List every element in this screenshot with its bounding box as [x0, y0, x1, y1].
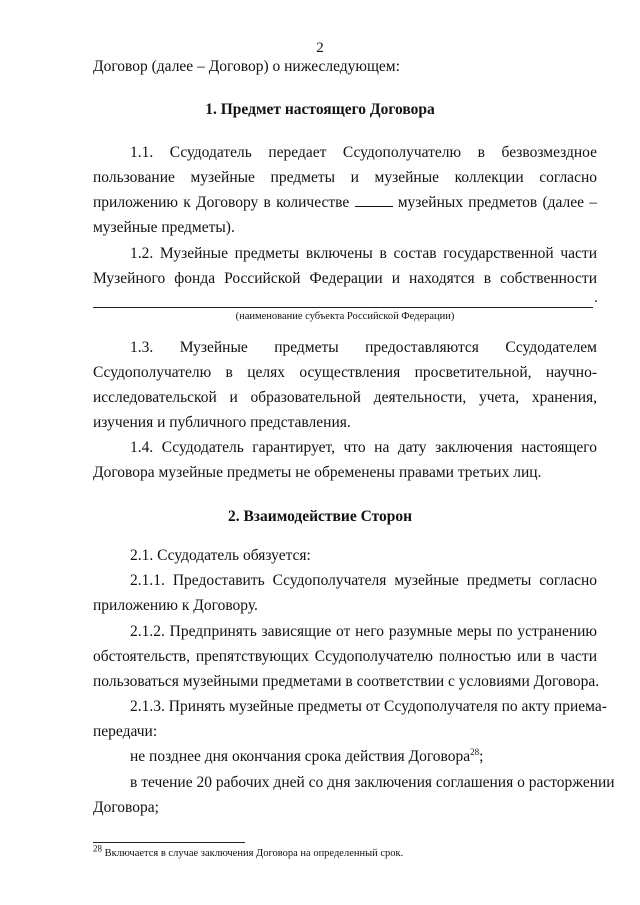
- p1-3-line4: изучения и публичного представления.: [93, 414, 351, 431]
- quantity-blank: [355, 194, 393, 207]
- p2-1: 2.1. Ссудодатель обязуется:: [130, 547, 311, 564]
- subject-name-blank-line: [93, 307, 593, 308]
- section-1-title: 1. Предмет настоящего Договора: [205, 101, 435, 118]
- p2-1-2-line3: пользоваться музейными предметами в соответствии с условиями Договора.: [93, 673, 600, 690]
- p2-1-3-item2-line2: Договора;: [93, 799, 159, 816]
- item1-end: ;: [479, 748, 484, 765]
- p2-1-3-item2-line1: в течение 20 рабочих дней со дня заключения соглашения о расторжении: [130, 774, 615, 791]
- p1-1-line3-after: музейных предметов (далее –: [397, 194, 598, 211]
- p2-1-3-line2: передачи:: [93, 723, 158, 740]
- p1-2-line2: Музейного фонда Российской Федерации и находятся в собственности: [93, 270, 597, 287]
- footnote-separator: [93, 842, 245, 843]
- p1-1-line4: музейные предметы).: [93, 219, 235, 236]
- p1-4-line2: Договора музейные предметы не обременены правами третьих лиц.: [93, 464, 542, 481]
- p1-4-line1: 1.4. Ссудодатель гарантирует, что на дату заключения настоящего: [130, 439, 597, 456]
- footnote-mark: 28: [93, 843, 102, 854]
- p2-1-2-line2: обстоятельств, препятствующих Ссудополучателю полностью или в части: [93, 648, 597, 665]
- footnote-text: Включается в случае заключения Договора на определенный срок.: [102, 848, 404, 859]
- p1-1-line1: 1.1. Ссудодатель передает Ссудополучателю в безвозмездное: [130, 144, 597, 161]
- p1-1-line3: [93, 194, 597, 212]
- page-number: 2: [316, 40, 324, 56]
- item1-text: не позднее дня окончания срока действия Договора: [130, 748, 471, 765]
- footnote: [93, 843, 597, 859]
- rule-end-period: .: [594, 290, 598, 306]
- p2-1-1-line1: 2.1.1. Предоставить Ссудополучателя музейные предметы согласно: [130, 572, 597, 589]
- p1-1-line2: пользование музейные предметы и музейные коллекции согласно: [93, 169, 597, 186]
- section-2-title: 2. Взаимодействие Сторон: [227, 508, 413, 525]
- p1-1-line3-before: приложению к Договору в количестве: [93, 194, 350, 211]
- subject-name-caption: (наименование субъекта Российской Федерации): [235, 311, 455, 322]
- p1-2-line1: 1.2. Музейные предметы включены в состав государственной части: [130, 245, 597, 262]
- intro-line: Договор (далее – Договор) о нижеследующем:: [93, 58, 400, 75]
- p2-1-3-item1: [93, 748, 597, 766]
- footnote-ref-28: 28: [470, 746, 480, 757]
- p1-3-line1: 1.3. Музейные предметы предоставляются Ссудодателем: [130, 339, 597, 356]
- p2-1-1-line2: приложению к Договору.: [93, 597, 258, 614]
- p1-3-line2: Ссудополучателю в целях осуществления просветительной, научно-: [93, 364, 597, 381]
- p1-3-line3: исследовательской и образовательной деятельности, учета, хранения,: [93, 389, 597, 406]
- p2-1-3-line1: 2.1.3. Принять музейные предметы от Ссудополучателя по акту приема-: [130, 698, 607, 715]
- p2-1-2-line1: 2.1.2. Предпринять зависящие от него разумные меры по устранению: [130, 623, 597, 640]
